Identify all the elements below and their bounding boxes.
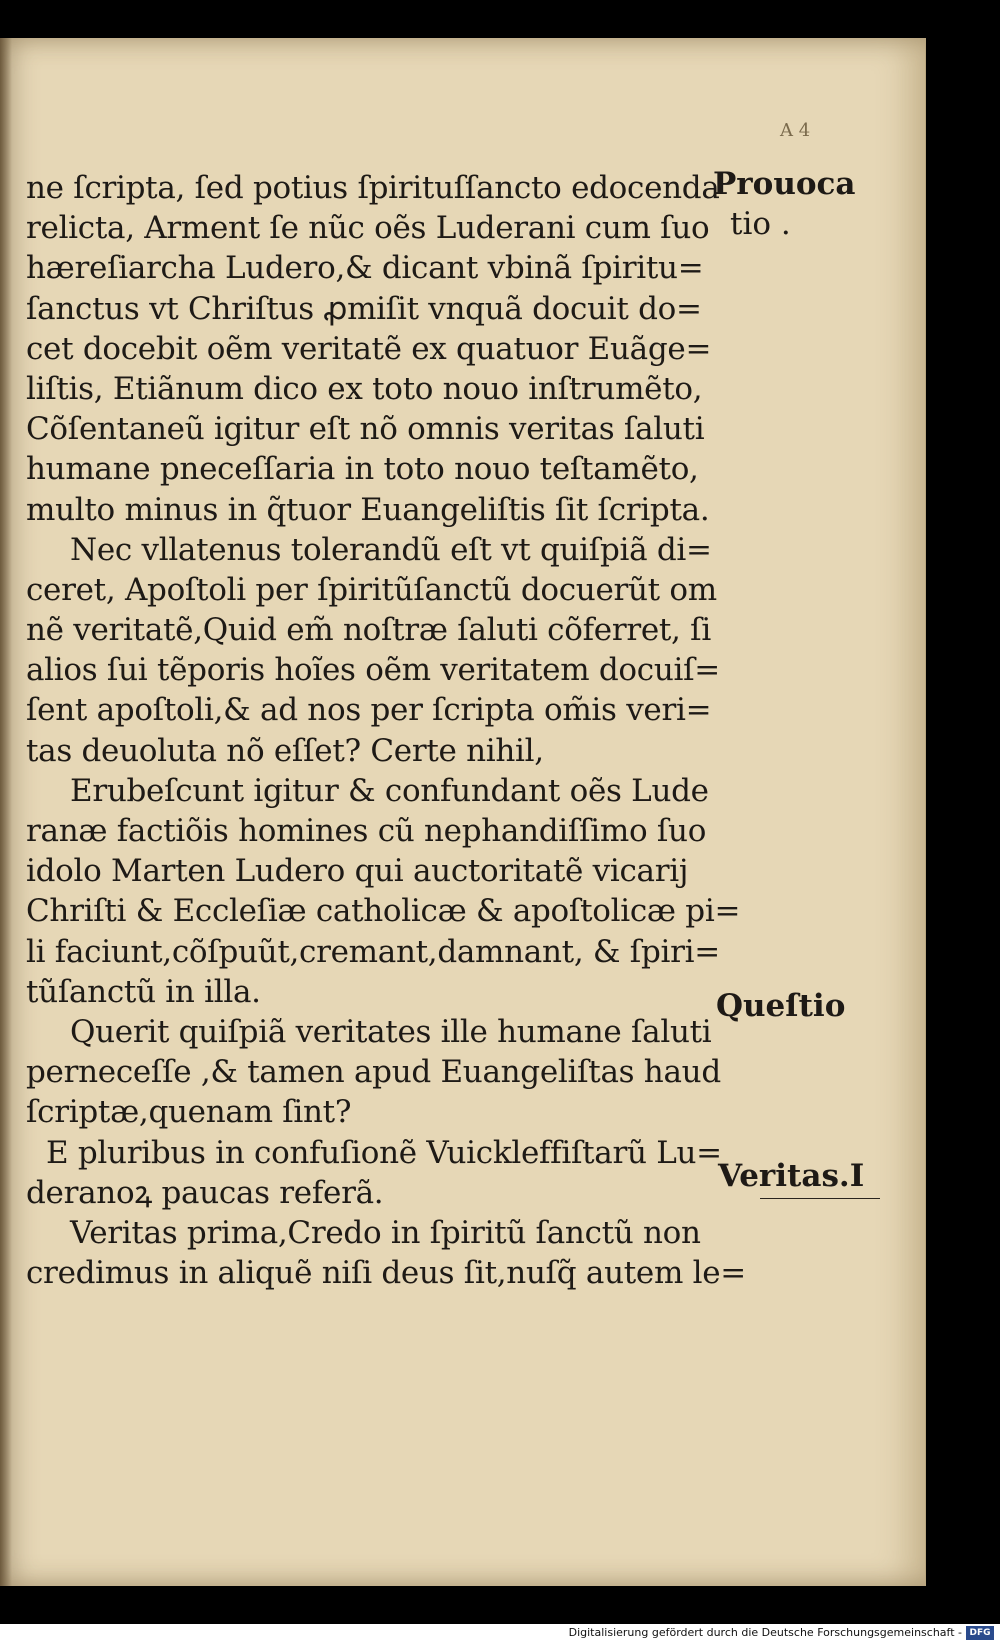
text-line: multo minus in q̃tuor Euangeliſtis ſit ſcripta. [26,491,710,528]
text-line: relicta, Arment ſe nũc oẽs Luderani cum ſuo [26,210,710,247]
text-line: perneceſſe ,& tamen apud Euangeliſtas haud [26,1054,721,1091]
dfg-logo: DFG [966,1626,994,1640]
text-line: Veritas prima,Credo in ſpiritũ ſanctũ non [70,1214,701,1251]
text-line: ne ſcripta, ſed potius ſpirituſſancto edocenda [26,170,720,206]
text-line: ſanctus vt Chriſtus ꝓmiſit vnquã docuit do= [26,290,702,327]
text-line: ſcriptæ,quenam ſint? [26,1094,352,1131]
text-line: nẽ veritatẽ,Quid em̃ noſtræ ſaluti cõferret, ſi [26,612,711,649]
main-text [26,168,746,1293]
signature-mark: A 4 [780,120,811,141]
margin-note-questio: Queſtio [716,988,846,1024]
text-line: cet docebit oẽm veritatẽ ex quatuor Euãge= [26,330,712,367]
text-line: liſtis, Etiãnum dico ex toto nouo inſtrumẽto, [26,370,703,407]
text-line: credimus in aliquẽ niſi deus ſit,nuſq̃ autem le= [26,1255,746,1292]
text-line: tũſanctũ in illa. [26,973,261,1010]
text-line: alios ſui tẽporis hoĩes oẽm veritatem docuiſ= [26,652,720,689]
text-line: Erubeſcunt igitur & confundant oẽs Lude [70,772,709,809]
page-gutter-shadow [0,38,12,1586]
text-line: ceret, Apoſtoli per ſpiritũſanctũ docuerũt om [26,571,717,608]
text-line: ſent apoſtoli,& ad nos per ſcripta om̃is veri= [26,692,712,729]
text-line: Cõſentaneũ igitur eſt nõ omnis veritas ſaluti [26,411,705,448]
text-line: deranoꝝ paucas referã. [26,1174,384,1211]
text-line: ranæ factiõis homines cũ nephandiſſimo ſuo [26,813,707,849]
text-line: hæreſiarcha Ludero,& dicant vbinã ſpiritu= [26,250,704,287]
text-line: tas deuoluta nõ eſſet? Certe nihil, [26,732,544,769]
margin-rule [760,1198,880,1199]
margin-note-prouoca: Prouoca [713,166,856,202]
text-line: Nec vllatenus tolerandũ eſt vt quiſpiã di= [70,531,712,568]
footer-credit: Digitalisierung gefördert durch die Deutsche Forschungsgemeinschaft - [568,1626,962,1639]
text-line: idolo Marten Ludero qui auctoritatẽ vicarij [26,853,689,890]
text-line: Querit quiſpiã veritates ille humane ſaluti [70,1013,712,1050]
margin-note-tio: tio . [730,206,791,242]
text-line: li faciunt,cõſpuũt,cremant,damnant, & ſpiri= [26,933,720,970]
margin-note-veritas: Veritas.I [718,1158,865,1194]
text-line: humane pneceſſaria in toto nouo teſtamẽto, [26,451,699,488]
text-line: Chriſti & Eccleſiæ catholicæ & apoſtolicæ pi= [26,893,741,930]
text-line: E pluribus in confuſionẽ Vuickleffiſtarũ Lu= [46,1134,722,1171]
